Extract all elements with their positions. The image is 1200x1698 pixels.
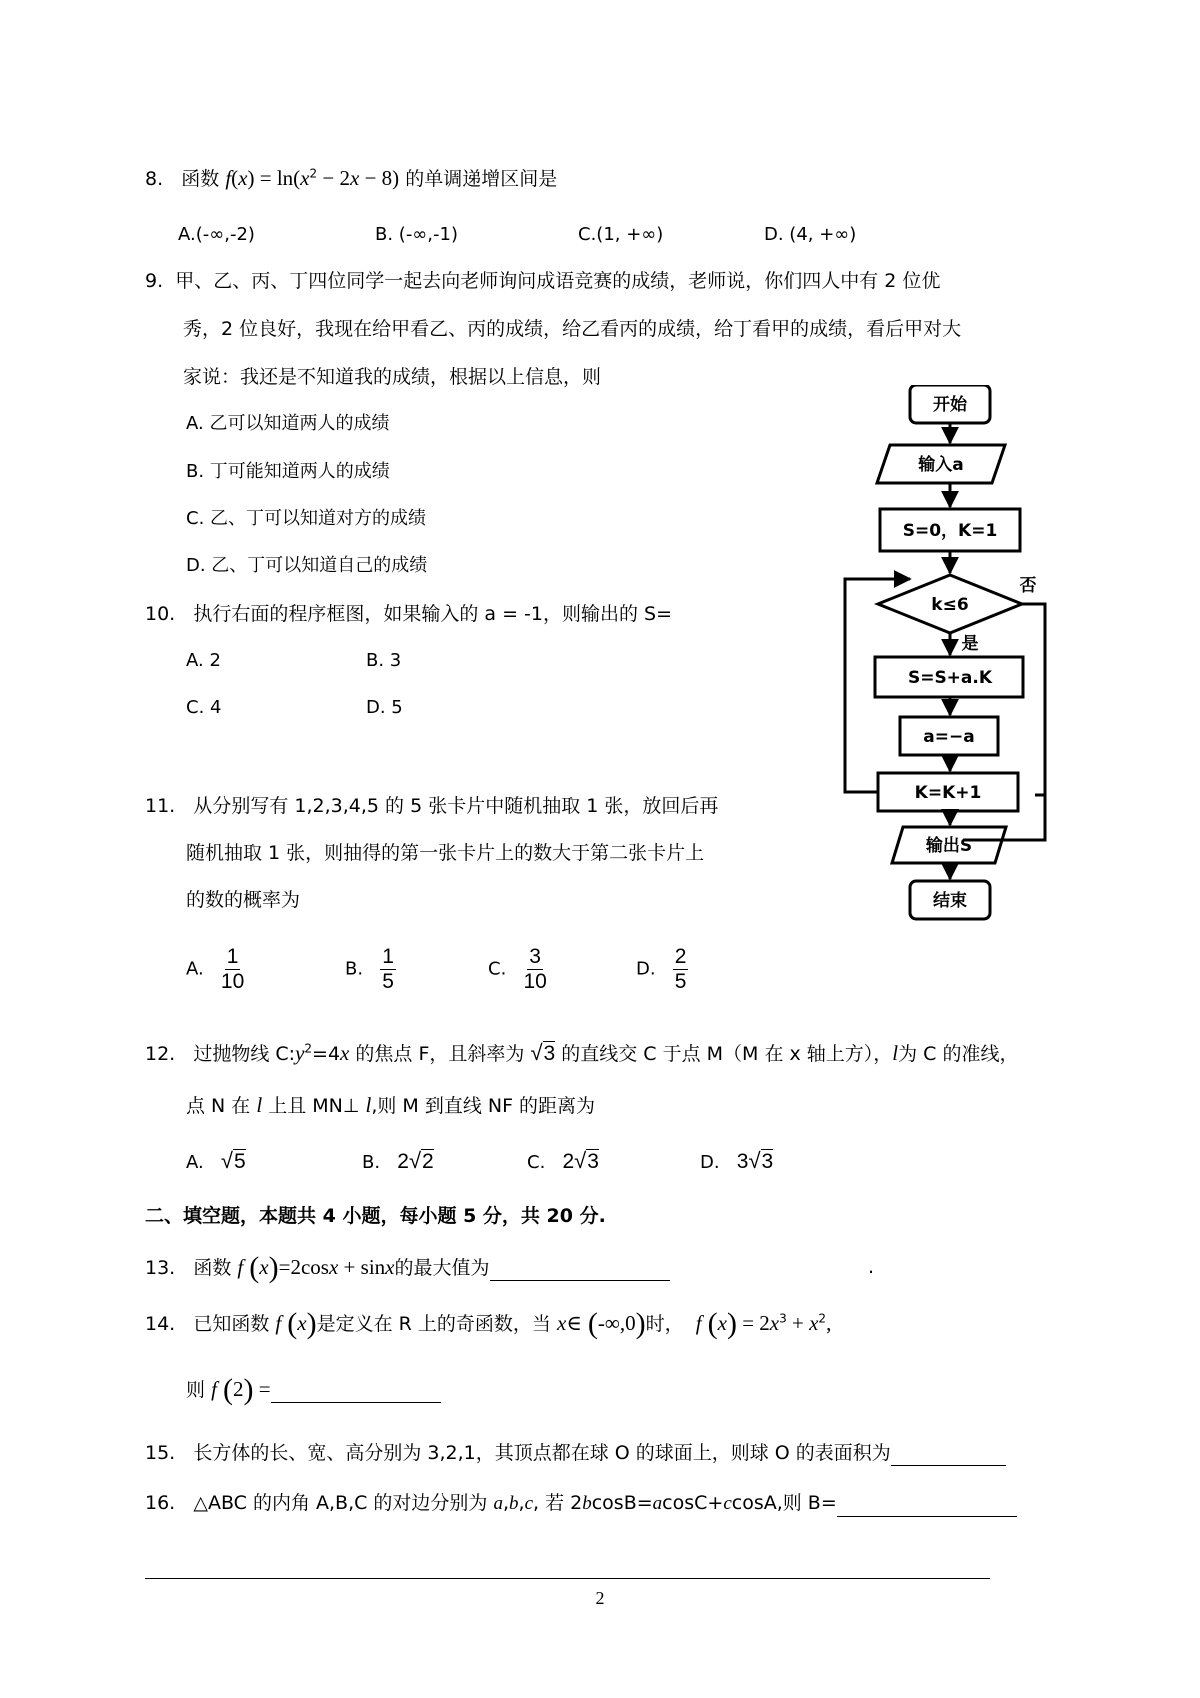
q10-option-c: C. 4: [186, 697, 222, 718]
flowchart-input-label: 输入a: [918, 455, 964, 475]
q12-stem-line1: 12. 过抛物线 $C:y^2=4x$ 的焦点 F，且斜率为 √3 的直线交 C 于点 M（M 在 x 轴上方），l为 C 的准线，: [145, 1040, 1019, 1065]
q12-stem-line2: 点 N 在 l 上且 MN⊥ l,则 M 到直线 NF 的距离为: [186, 1093, 596, 1117]
q9-stem-line3: 家说：我还是不知道我的成绩，根据以上信息，则: [183, 366, 602, 388]
q12-text-d: 的直线交 C 于点 M（M 在 x 轴上方），: [561, 1043, 893, 1065]
q13-formula: f (x)=2cosx + sinx: [237, 1251, 395, 1284]
q14-text-c: 时，: [645, 1313, 684, 1335]
q10-option-d: D. 5: [366, 697, 403, 718]
q16-text-c: cosB=: [591, 1492, 653, 1514]
q9-stem-line2: 秀，2 位良好，我现在给甲看乙、丙的成绩，给乙看丙的成绩，给丁看甲的成绩，看后甲对大: [183, 318, 962, 340]
q14-stem-line1: 14. 已知函数 f (x)是定义在 R 上的奇函数，当 x∈ (-∞,0)时， f $(x) = 2x^3 + x^2$,: [145, 1307, 832, 1340]
q11-option-a-label: A.: [186, 958, 204, 980]
q8-formula: $f(x) = \ln(x^2 - 2x - 8)$: [225, 166, 400, 190]
q12-option-c-label: C.: [527, 1152, 546, 1173]
q9-stem-line1: [145, 268, 940, 294]
q11-option-c: [488, 945, 547, 994]
q13-suffix: 的最大值为: [394, 1257, 490, 1279]
q14-text-d: 则: [186, 1379, 206, 1401]
q15-text: 长方体的长、宽、高分别为 3,2,1，其顶点都在球 O 的球面上，则球 O 的表面积为: [193, 1442, 891, 1464]
q11-number: 11.: [145, 795, 176, 817]
q11-option-a: [186, 945, 244, 994]
q13-answer-blank[interactable]: [490, 1258, 670, 1281]
flowchart-init-label: S=0，K=1: [902, 521, 998, 541]
q13-end-dot: .: [868, 1256, 875, 1278]
q11-stem-line1: [145, 793, 718, 819]
q8-option-d: D. (4, +∞): [764, 224, 857, 245]
q12-option-b-value: 2√2: [397, 1148, 434, 1173]
q11-option-c-denominator: 10: [523, 970, 547, 993]
q14-text-b: 是定义在 R 上的奇函数，当: [316, 1313, 551, 1335]
q11-option-d-fraction: [673, 945, 689, 994]
q12-option-b-label: B.: [362, 1152, 381, 1173]
flowchart-yes-label: 是: [961, 634, 979, 654]
q12-text-c: 的焦点 F，且斜率为: [355, 1043, 525, 1065]
q14-number: 14.: [145, 1313, 176, 1335]
q11-option-b: [345, 945, 396, 994]
q11-option-c-label: C.: [488, 958, 507, 980]
flowchart-end-label: 结束: [933, 891, 967, 911]
q11-option-b-denominator: 5: [382, 970, 394, 993]
flowchart-no-label: 否: [1019, 576, 1037, 596]
q16-number: 16.: [145, 1492, 176, 1514]
q15-answer-blank[interactable]: [891, 1443, 1006, 1466]
q12-option-d-label: D.: [700, 1152, 720, 1173]
q10-option-b: B. 3: [366, 650, 402, 671]
q12-option-b: [362, 1148, 434, 1176]
q10-option-a: A. 2: [186, 650, 221, 671]
flowchart-start-label: 开始: [933, 395, 967, 415]
q11-option-c-fraction: [523, 945, 546, 994]
q13-number: 13.: [145, 1257, 176, 1279]
q10-number: 10.: [145, 603, 176, 625]
q11-option-b-fraction: [380, 945, 396, 994]
q15-stem: [145, 1440, 1006, 1466]
q8-stem: [145, 165, 557, 192]
q16-text-a: △ABC 的内角 A,B,C 的对边分别为: [193, 1492, 488, 1514]
flowchart-step3-label: K=K+1: [914, 783, 982, 803]
q10-text: 执行右面的程序框图，如果输入的 a = -1，则输出的 S=: [193, 603, 672, 625]
q12-option-d: [700, 1148, 773, 1176]
q12-text-e: 为 C 的准线，: [898, 1043, 1019, 1065]
q9-option-d: D. 乙、丁可以知道自己的成绩: [186, 555, 428, 576]
section2-title: 二、填空题，本题共 4 小题，每小题 5 分，共 20 分.: [145, 1205, 606, 1227]
q11-option-d: [636, 945, 688, 994]
q11-option-b-numerator: 1: [382, 945, 394, 968]
q8-option-b: B. (-∞,-1): [375, 224, 458, 245]
q12-text-h: ,则 M 到直线 NF 的距离为: [371, 1095, 596, 1117]
q9-number: 9.: [145, 270, 164, 292]
q11-stem-line2: 随机抽取 1 张，则抽得的第一张卡片上的数大于第二张卡片上: [186, 842, 705, 864]
q13-stem: [145, 1251, 670, 1284]
q11-option-a-fraction: [221, 945, 244, 994]
q8-suffix: 的单调递增区间是: [405, 168, 558, 190]
q11-option-d-denominator: 5: [674, 970, 687, 993]
flowchart-condition-label: k≤6: [931, 595, 969, 615]
q11-option-b-label: B.: [345, 958, 364, 980]
flowchart-output-label: 输出S: [925, 836, 973, 856]
q11-text-line1: 从分别写有 1,2,3,4,5 的 5 张卡片中随机抽取 1 张，放回后再: [193, 795, 719, 817]
q12-text-a: 过抛物线 C:: [193, 1043, 296, 1065]
q11-option-a-numerator: 1: [226, 945, 239, 968]
flowchart-step1-label: S=S+a.K: [907, 668, 993, 688]
q9-option-b: B. 丁可能知道两人的成绩: [186, 461, 390, 482]
q10-stem: [145, 601, 672, 627]
q11-option-c-numerator: 3: [529, 945, 541, 968]
q11-stem-line3: 的数的概率为: [186, 889, 301, 911]
flowchart-step2-label: a=−a: [923, 727, 975, 747]
program-flowchart: [830, 385, 1060, 945]
q8-number: 8.: [145, 168, 164, 190]
q12-option-d-value: 3√3: [736, 1148, 774, 1173]
q11-option-a-denominator: 10: [220, 970, 245, 993]
footer-rule: [145, 1578, 990, 1579]
q9-text-line1: 甲、乙、丙、丁四位同学一起去向老师询问成语竞赛的成绩，老师说，你们四人中有 2 位优: [175, 270, 941, 292]
q12-number: 12.: [145, 1043, 176, 1065]
q16-text-d: cosC+: [662, 1492, 724, 1514]
q9-option-c: C. 乙、丁可以知道对方的成绩: [186, 508, 427, 529]
q14-stem-line2: 则 f (2) =: [186, 1376, 441, 1403]
q12-sqrt3: √3: [530, 1040, 556, 1065]
q16-text-b: 若 2: [545, 1492, 583, 1514]
q16-text-e: cosA,则 B=: [731, 1492, 837, 1514]
q12-option-a-value: √5: [220, 1148, 246, 1173]
q11-option-d-numerator: 2: [674, 945, 687, 968]
q8-option-c: C.(1, +∞): [578, 224, 664, 245]
q12-option-a: [186, 1148, 246, 1176]
q14-answer-blank[interactable]: [271, 1380, 441, 1403]
page-number: 2: [595, 1588, 605, 1608]
q16-answer-blank[interactable]: [837, 1494, 1017, 1517]
q12-option-c-value: 2√3: [562, 1148, 599, 1173]
q16-stem: 16. △ABC 的内角 A,B,C 的对边分别为 a,b,c, 若 2bcosB=acosC+ccosA,则 B=: [145, 1490, 1017, 1517]
q14-text-a: 已知函数: [193, 1313, 270, 1335]
q12-option-c: [527, 1148, 599, 1176]
q11-option-d-label: D.: [636, 958, 656, 980]
q9-option-a: A. 乙可以知道两人的成绩: [186, 413, 390, 434]
q13-prefix: 函数: [193, 1257, 232, 1279]
q12-text-b: =4: [312, 1043, 341, 1065]
q8-prefix: 函数: [181, 168, 220, 190]
q15-number: 15.: [145, 1442, 176, 1464]
q8-option-a: A.(-∞,-2): [178, 224, 255, 245]
q12-option-a-label: A.: [186, 1152, 204, 1173]
q12-text-g: 上且 MN⊥: [268, 1095, 360, 1117]
q12-text-f: 点 N 在: [186, 1095, 251, 1117]
